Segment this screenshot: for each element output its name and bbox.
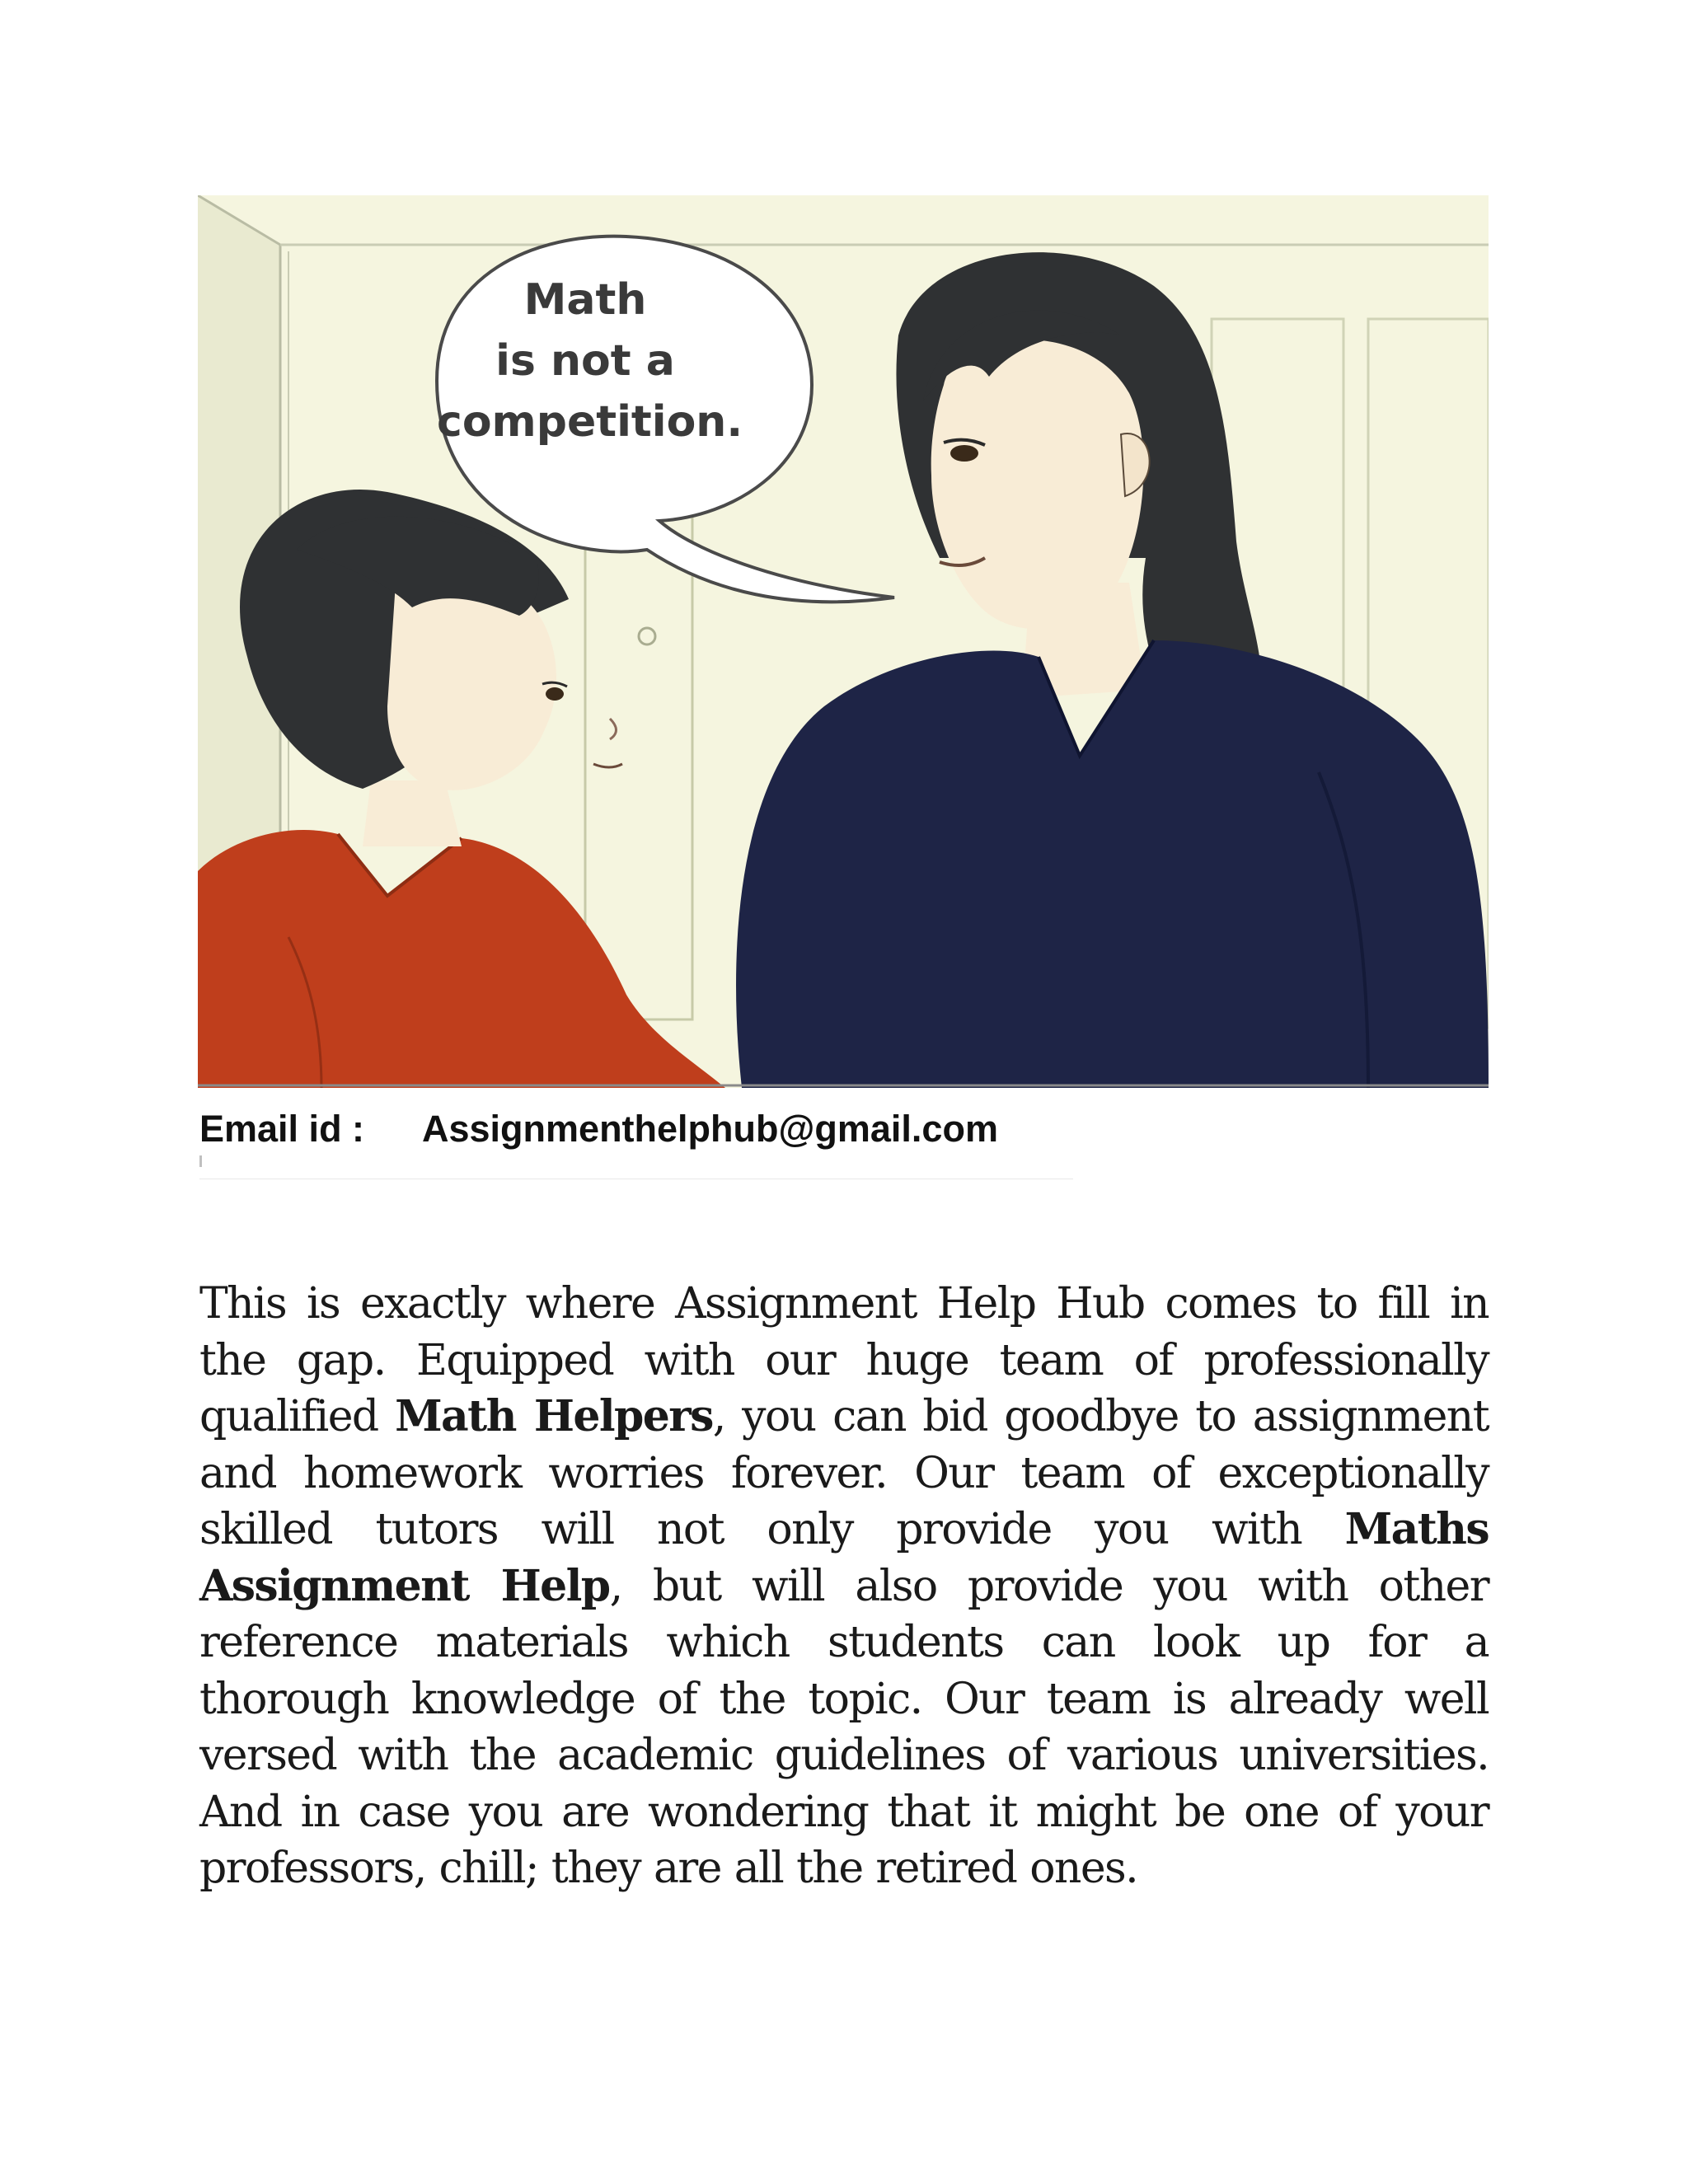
bold-term-math-helpers: Math Helpers	[395, 1391, 713, 1441]
body-paragraph	[199, 1276, 1489, 1897]
email-label: Email id :	[199, 1108, 365, 1150]
bubble-line: is not a	[495, 336, 675, 386]
illustration-drawing	[198, 195, 1489, 1088]
bold-term-maths-assignment-help: Maths Assignment Help	[199, 1504, 1489, 1611]
speech-bubble-text	[437, 269, 743, 452]
bubble-line: Math	[523, 275, 647, 325]
email-address: Assignmenthelphub@gmail.com	[422, 1108, 998, 1150]
body-text-segment: , but will also provide you with other reference materials which students can look up for a thorough knowledge of the topic. Our team is already well versed with the academic guidelines of various universities. And in case you are wondering that it might be one of your professors, chill; they are all the retired ones.	[199, 1561, 1489, 1893]
contact-marker	[199, 1155, 202, 1167]
bubble-line: competition.	[437, 397, 743, 447]
contact-line	[199, 1100, 998, 1158]
illustration-mother-and-child	[198, 195, 1489, 1088]
body-text-segment: , you can bid goodbye to assignment and homework worries forever. Our team of exceptionally skilled tutors will not only provide you with	[199, 1392, 1489, 1554]
body-text-segment: This is exactly where Assignment Help Hub comes to fill in the gap. Equipped with our huge team of professionally qualified	[199, 1279, 1489, 1441]
